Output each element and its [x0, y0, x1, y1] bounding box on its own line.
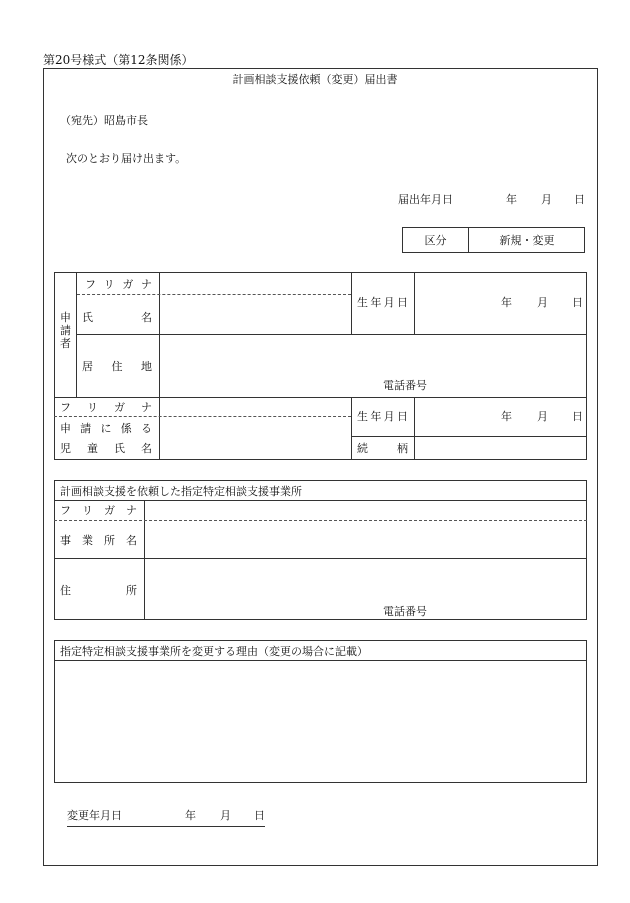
applicant-phone-label: 電話番号	[383, 379, 427, 392]
child-birth-day: 日	[572, 410, 583, 423]
change-date-label: 変更年月日	[67, 809, 122, 822]
office-heading: 計画相談支援を依頼した指定特定相談支援事業所	[60, 485, 302, 498]
applicant-name-label: 氏 名	[82, 311, 152, 324]
applicant-birthdate-label: 生 年 月 日	[357, 296, 408, 309]
office-furigana-label: フ リ ガ ナ	[60, 504, 137, 517]
change-date-month: 月	[220, 809, 231, 822]
applicant-address-label: 居 住 地	[82, 360, 152, 373]
submission-date-month: 月	[541, 193, 552, 206]
form-number: 第20号様式（第12条関係）	[43, 53, 194, 67]
change-date-day: 日	[254, 809, 265, 822]
change-date	[67, 810, 265, 827]
child-birth-month: 月	[537, 410, 548, 423]
child-birth-year: 年	[501, 410, 512, 423]
office-name-label: 事 業 所 名	[60, 534, 137, 547]
category-label: 区分	[424, 234, 447, 247]
submission-date	[398, 194, 584, 206]
child-relationship-label: 続 柄	[357, 442, 408, 455]
child-label-line1: 申 請 に 係 る	[60, 422, 152, 435]
applicant-birth-month: 月	[537, 296, 548, 309]
applicant-side-label: 申 請 者	[60, 311, 71, 350]
submission-date-label: 届出年月日	[398, 193, 453, 206]
applicant-birth-year: 年	[501, 296, 512, 309]
applicant-birth-day: 日	[572, 296, 583, 309]
submission-date-year: 年	[506, 193, 517, 206]
office-phone-label: 電話番号	[383, 605, 427, 618]
submission-date-day: 日	[574, 193, 585, 206]
child-label-line2: 児 童 氏 名	[60, 442, 152, 455]
intro-text: 次のとおり届け出ます。	[66, 152, 187, 165]
child-birthdate-label: 生 年 月 日	[357, 410, 408, 423]
office-address-label: 住 所	[60, 584, 137, 597]
category-value[interactable]: 新規・変更	[499, 234, 555, 247]
reason-heading: 指定特定相談支援事業所を変更する理由（変更の場合に記載）	[60, 645, 368, 658]
form-title: 計画相談支援依頼（変更）届出書	[232, 73, 398, 86]
change-date-year: 年	[185, 809, 196, 822]
child-furigana-label: フ リ ガ ナ	[60, 401, 152, 414]
addressee: （宛先）昭島市長	[60, 114, 148, 127]
office-table	[54, 480, 587, 620]
applicant-furigana-label: フ リ ガ ナ	[85, 278, 152, 291]
reason-input-area[interactable]	[55, 661, 586, 782]
